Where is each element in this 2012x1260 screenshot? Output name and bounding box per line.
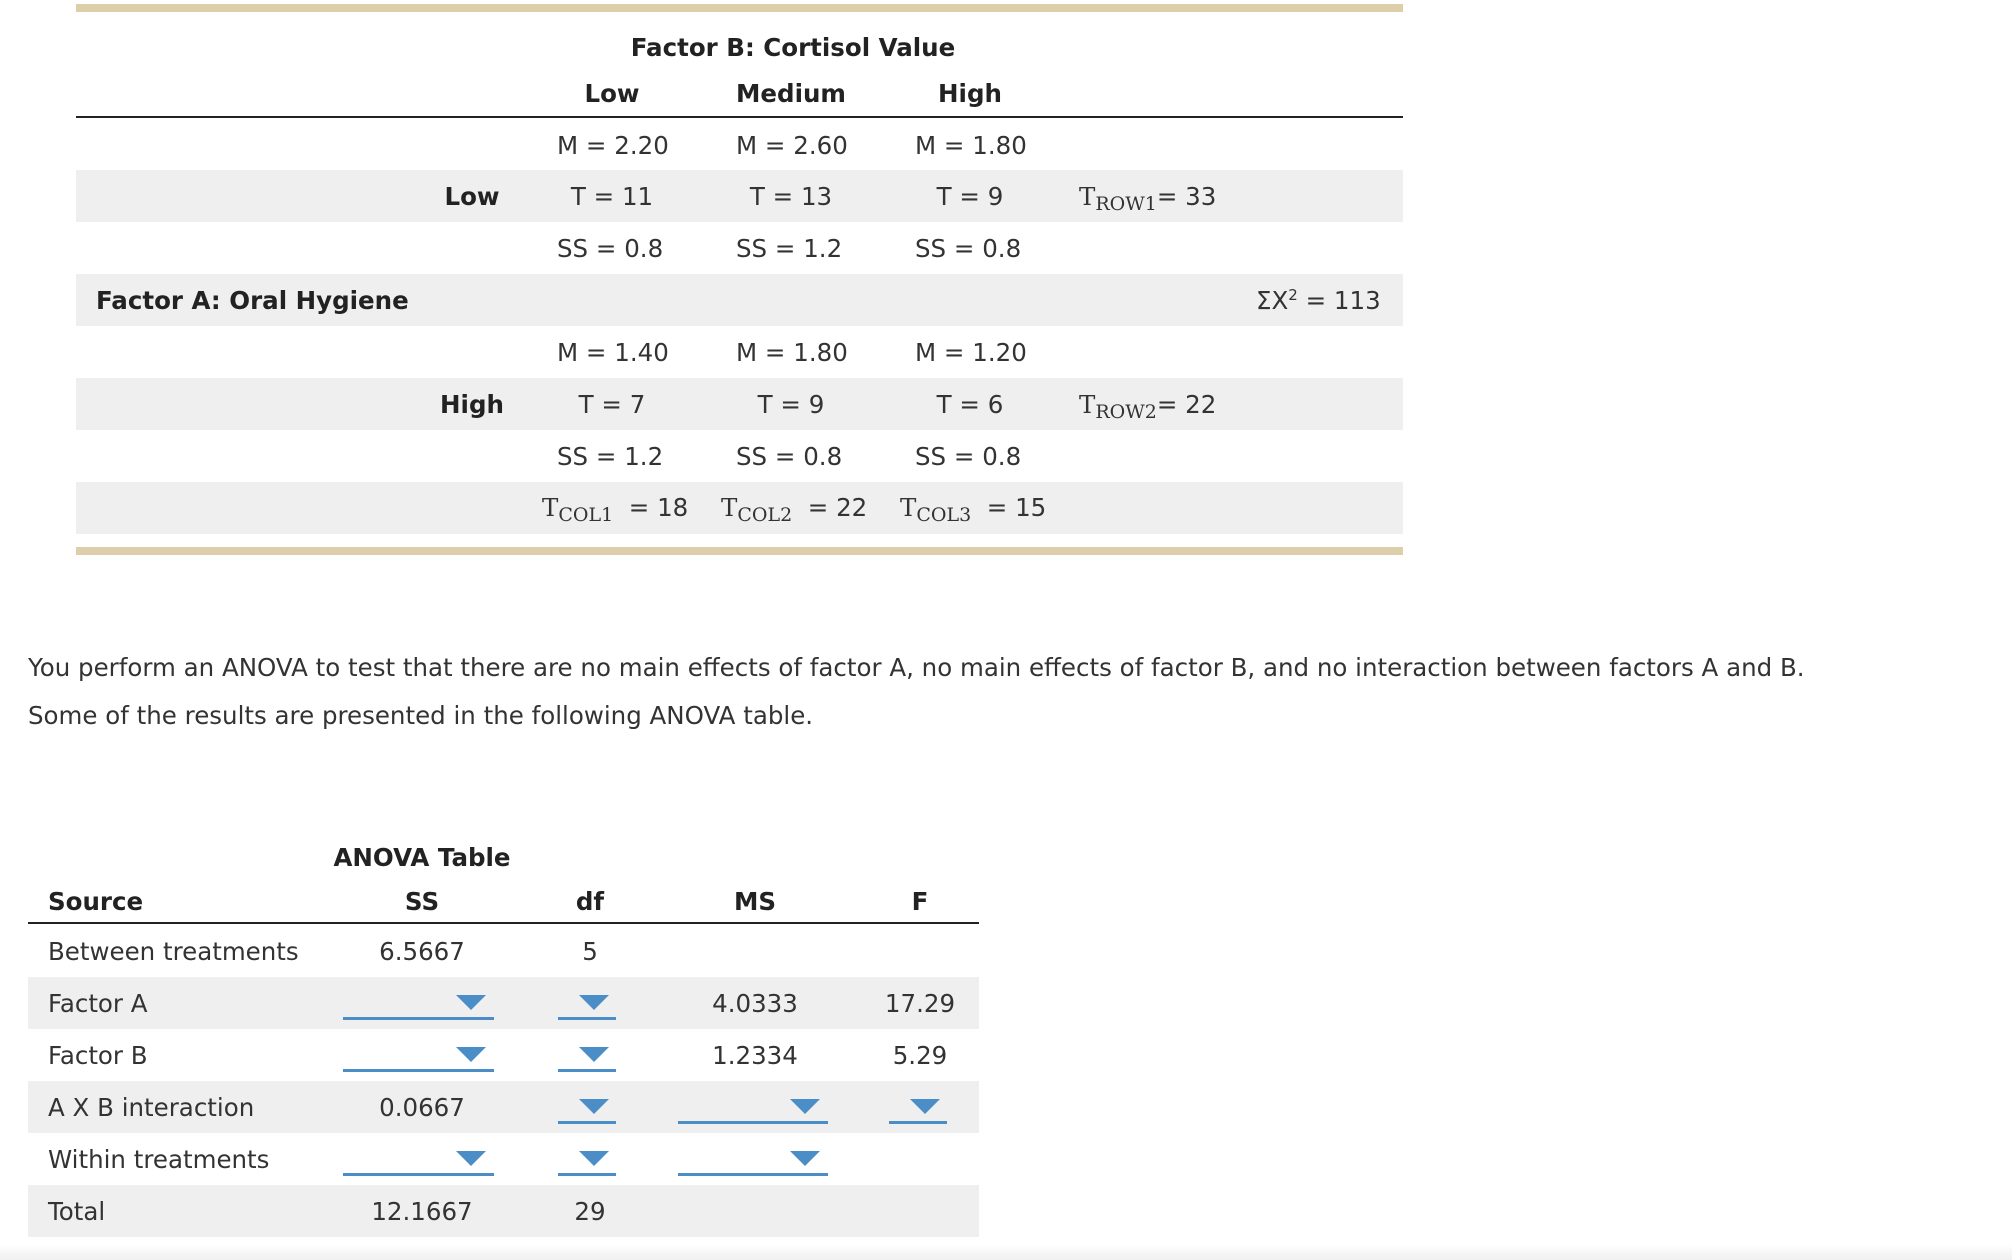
interaction-df-dropdown[interactable] bbox=[558, 1090, 616, 1124]
description-line-1: You perform an ANOVA to test that there are no main effects of factor A, no main effects of factor B, and no interaction between factors A and B. bbox=[28, 653, 1805, 682]
anova-header-rule bbox=[28, 922, 979, 924]
anova-source-interaction: A X B interaction bbox=[48, 1093, 255, 1122]
anova-f-factor-b: 5.29 bbox=[892, 1041, 948, 1070]
within-df-dropdown[interactable] bbox=[558, 1142, 616, 1176]
anova-ms-factor-a: 4.0333 bbox=[712, 989, 798, 1018]
column1-total bbox=[542, 493, 689, 526]
page-bottom-shadow bbox=[0, 1244, 2012, 1260]
chevron-down-icon bbox=[790, 1099, 820, 1114]
anova-header-f: F bbox=[911, 887, 929, 916]
anova-ss-between: 6.5667 bbox=[379, 937, 465, 966]
factor-b-ss-dropdown[interactable] bbox=[343, 1038, 494, 1072]
row1-total-value: = 33 bbox=[1156, 182, 1217, 211]
cell-high-medium-ss: SS = 0.8 bbox=[736, 442, 843, 471]
anova-header-df: df bbox=[575, 887, 605, 916]
cell-low-medium-ss: SS = 1.2 bbox=[736, 234, 843, 263]
bottom-gold-rule bbox=[76, 547, 1403, 555]
within-ss-dropdown[interactable] bbox=[343, 1142, 494, 1176]
anova-source-factor-a: Factor A bbox=[48, 989, 148, 1018]
factor-a-label: Factor A: Oral Hygiene bbox=[96, 286, 409, 315]
within-ms-dropdown[interactable] bbox=[678, 1142, 828, 1176]
anova-header-source: Source bbox=[48, 887, 144, 916]
row1-total-subscript: ROW1 bbox=[1095, 193, 1157, 215]
column3-total bbox=[900, 493, 1047, 526]
row1-total bbox=[1079, 182, 1217, 215]
chevron-down-icon bbox=[579, 1151, 609, 1166]
row2-total bbox=[1079, 390, 1217, 423]
column-header-medium: Medium bbox=[736, 79, 846, 108]
cell-low-low-ss: SS = 0.8 bbox=[557, 234, 664, 263]
row2-total-subscript: ROW2 bbox=[1095, 401, 1157, 423]
chevron-down-icon bbox=[579, 1099, 609, 1114]
cell-high-high-total: T = 6 bbox=[936, 390, 1004, 419]
chevron-down-icon bbox=[579, 1047, 609, 1062]
chevron-down-icon bbox=[456, 1151, 486, 1166]
row-label-low: Low bbox=[444, 182, 500, 211]
cell-low-high-total: T = 9 bbox=[936, 182, 1004, 211]
cell-high-high-ss: SS = 0.8 bbox=[915, 442, 1022, 471]
cell-high-medium-mean: M = 1.80 bbox=[736, 338, 848, 367]
interaction-f-dropdown[interactable] bbox=[889, 1090, 947, 1124]
cell-low-low-total: T = 11 bbox=[570, 182, 654, 211]
factor-b-df-dropdown[interactable] bbox=[558, 1038, 616, 1072]
column1-total-symbol: T bbox=[542, 493, 559, 522]
chevron-down-icon bbox=[456, 995, 486, 1010]
cell-low-high-mean: M = 1.80 bbox=[915, 131, 1027, 160]
chevron-down-icon bbox=[579, 995, 609, 1010]
anova-df-total: 29 bbox=[574, 1197, 606, 1226]
factor-b-header: Factor B: Cortisol Value bbox=[630, 33, 956, 62]
column-header-high: High bbox=[938, 79, 1002, 108]
description-line-2: Some of the results are presented in the following ANOVA table. bbox=[28, 701, 814, 730]
anova-header-ms: MS bbox=[733, 887, 777, 916]
sum-x-squared-exponent: 2 bbox=[1288, 286, 1298, 304]
row1-total-symbol: T bbox=[1079, 182, 1096, 211]
cell-low-high-ss: SS = 0.8 bbox=[915, 234, 1022, 263]
row-label-high: High bbox=[440, 390, 504, 419]
chevron-down-icon bbox=[910, 1099, 940, 1114]
column2-total-subscript: COL2 bbox=[737, 504, 793, 526]
sum-x-squared-value: = 113 bbox=[1305, 286, 1381, 315]
anova-ms-factor-b: 1.2334 bbox=[712, 1041, 798, 1070]
row2-total-symbol: T bbox=[1079, 390, 1096, 419]
chevron-down-icon bbox=[456, 1047, 486, 1062]
cell-low-low-mean: M = 2.20 bbox=[557, 131, 669, 160]
top-gold-rule bbox=[76, 4, 1403, 12]
cell-low-medium-mean: M = 2.60 bbox=[736, 131, 848, 160]
anova-source-between: Between treatments bbox=[48, 937, 299, 966]
sum-x-squared-base: ΣX bbox=[1256, 286, 1289, 315]
column3-total-subscript: COL3 bbox=[916, 504, 972, 526]
cell-high-medium-total: T = 9 bbox=[757, 390, 825, 419]
header-rule bbox=[76, 116, 1403, 118]
sum-x-squared bbox=[1256, 286, 1381, 315]
cell-high-low-total: T = 7 bbox=[578, 390, 646, 419]
row-stripe bbox=[28, 1185, 979, 1237]
anova-source-factor-b: Factor B bbox=[48, 1041, 148, 1070]
cell-high-low-ss: SS = 1.2 bbox=[557, 442, 664, 471]
anova-ss-interaction: 0.0667 bbox=[379, 1093, 465, 1122]
column2-total-symbol: T bbox=[721, 493, 738, 522]
cell-high-high-mean: M = 1.20 bbox=[915, 338, 1027, 367]
interaction-ms-dropdown[interactable] bbox=[678, 1090, 828, 1124]
column1-total-value: = 18 bbox=[628, 493, 689, 522]
row-stripe bbox=[28, 977, 979, 1029]
anova-header-ss: SS bbox=[404, 887, 440, 916]
chevron-down-icon bbox=[790, 1151, 820, 1166]
factor-a-df-dropdown[interactable] bbox=[558, 986, 616, 1020]
column2-total bbox=[721, 493, 868, 526]
column1-total-subscript: COL1 bbox=[558, 504, 614, 526]
column3-total-symbol: T bbox=[900, 493, 917, 522]
anova-source-total: Total bbox=[48, 1197, 106, 1226]
anova-source-within: Within treatments bbox=[48, 1145, 270, 1174]
anova-table-title: ANOVA Table bbox=[333, 843, 511, 872]
anova-f-factor-a: 17.29 bbox=[884, 989, 956, 1018]
row2-total-value: = 22 bbox=[1156, 390, 1217, 419]
anova-df-between: 5 bbox=[582, 937, 598, 966]
column2-total-value: = 22 bbox=[807, 493, 868, 522]
cell-low-medium-total: T = 13 bbox=[749, 182, 833, 211]
anova-ss-total: 12.1667 bbox=[371, 1197, 473, 1226]
cell-high-low-mean: M = 1.40 bbox=[557, 338, 669, 367]
factor-a-ss-dropdown[interactable] bbox=[343, 986, 494, 1020]
column3-total-value: = 15 bbox=[986, 493, 1047, 522]
column-header-low: Low bbox=[584, 79, 640, 108]
